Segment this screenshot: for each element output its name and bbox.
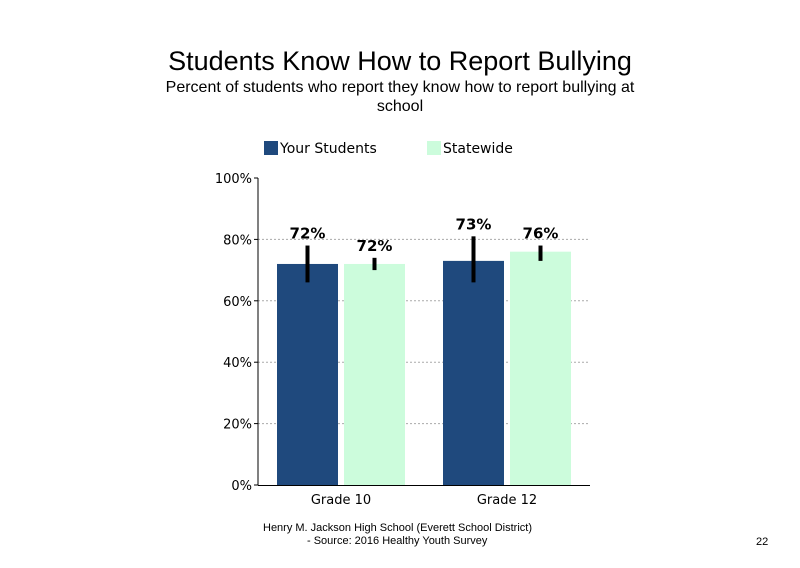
y-tick-label: 80% [223, 233, 252, 249]
footer-source [263, 522, 553, 548]
data-label: 72% [289, 224, 326, 243]
data-label: 72% [356, 236, 393, 255]
footer-line-2: - Source: 2016 Healthy Youth Survey [307, 535, 488, 547]
bar-statewide-grade-10 [344, 264, 405, 485]
x-tick-label: Grade 10 [310, 493, 372, 508]
data-label: 73% [455, 215, 492, 234]
legend-label-statewide: Statewide [443, 141, 513, 157]
chart-subtitle: Percent of students who report they know how to report bullying at school [165, 79, 635, 115]
y-tick-label: 20% [223, 417, 252, 433]
y-tick-label: 40% [223, 356, 252, 372]
y-tick-label: 100% [214, 172, 252, 187]
footer-line-1: Henry M. Jackson High School (Everett School District) [263, 522, 532, 534]
chart-title: Students Know How to Report Bullying [168, 46, 632, 76]
data-label: 76% [522, 224, 559, 243]
bar-statewide-grade-12 [510, 252, 571, 485]
x-tick-label: Grade 12 [476, 493, 538, 508]
legend-label-your-students: Your Students [280, 141, 377, 157]
bar-your-students-grade-10 [277, 264, 338, 485]
bar-your-students-grade-12 [443, 261, 504, 485]
page-number: 22 [756, 536, 769, 548]
y-tick-label: 0% [231, 479, 252, 494]
y-tick-label: 60% [223, 294, 252, 310]
